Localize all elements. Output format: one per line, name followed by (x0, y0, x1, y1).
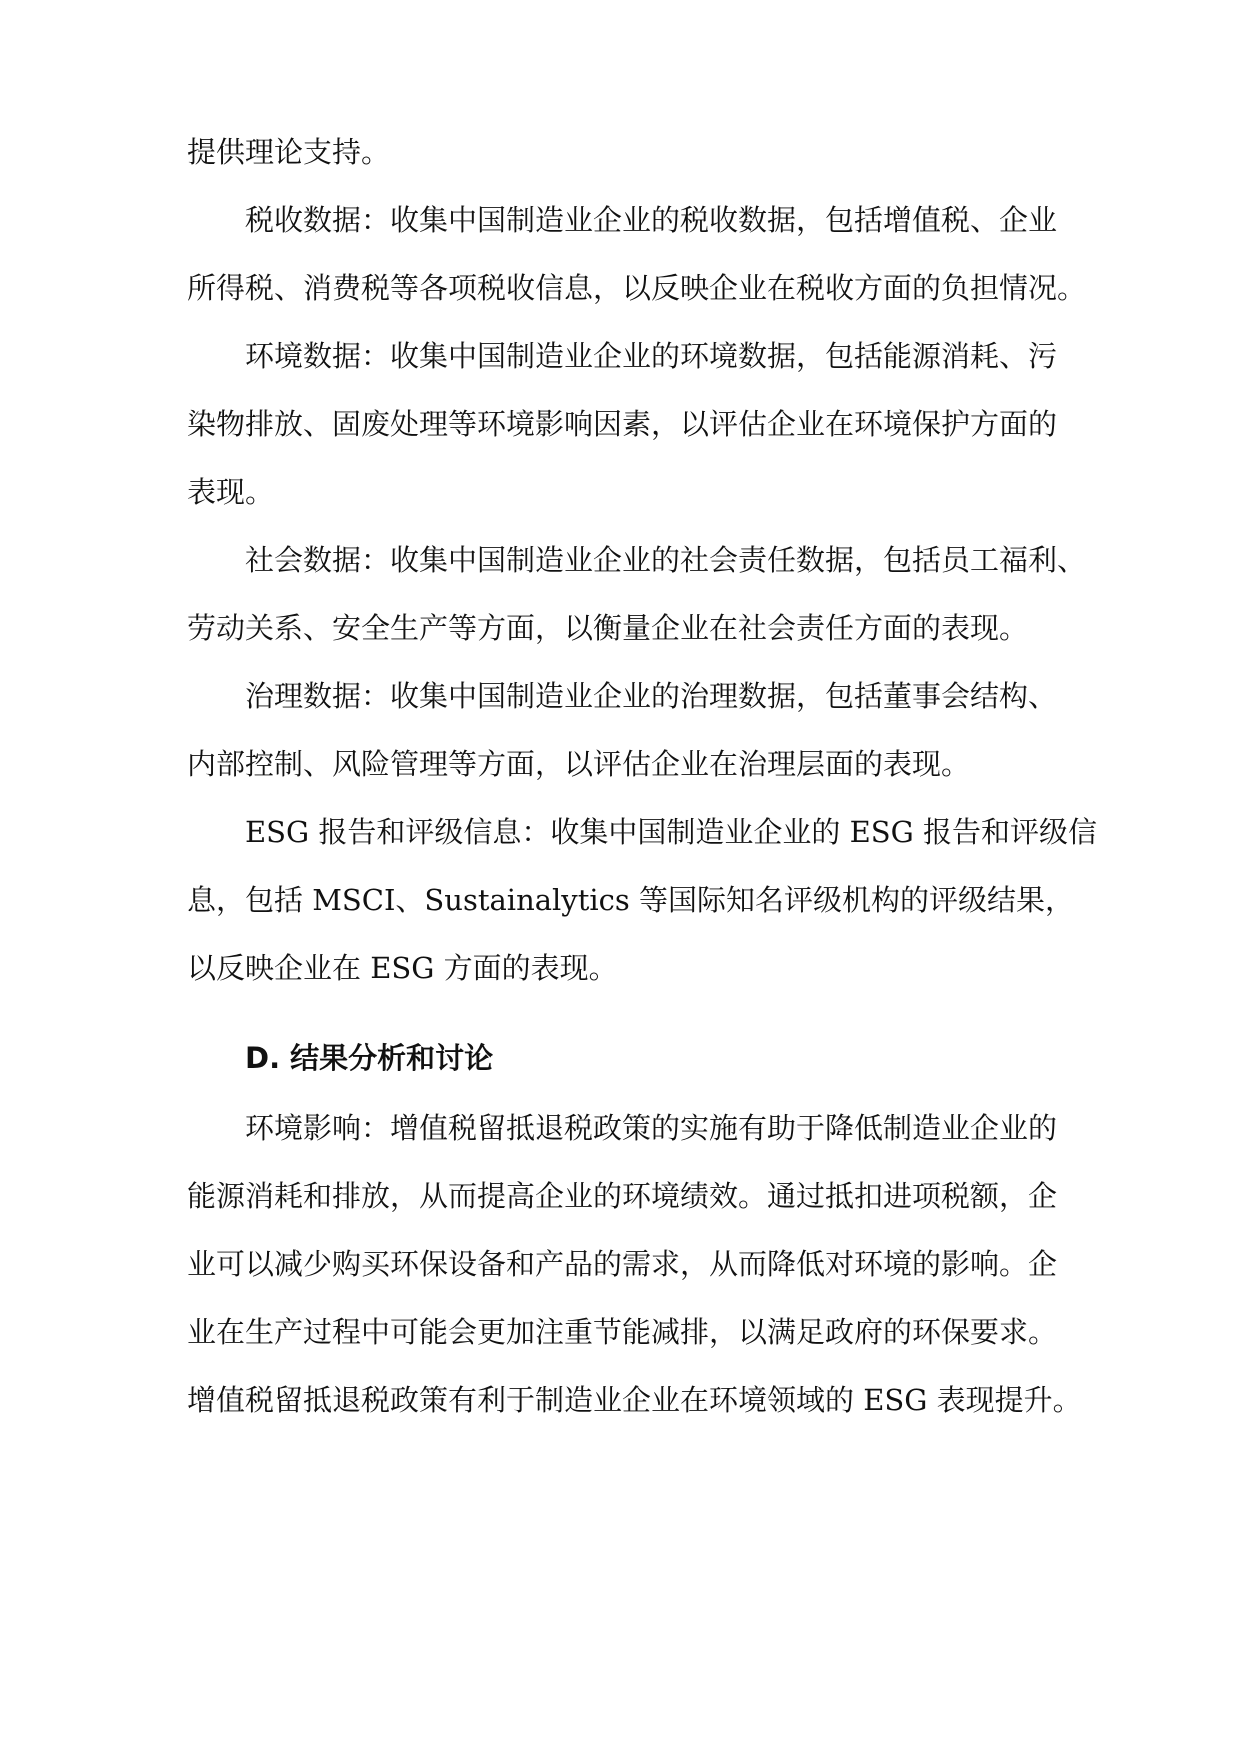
text-line: 息，包括 MSCI、Sustainalytics 等国际知名评级机构的评级结果， (187, 883, 1074, 917)
text-line: 治理数据：收集中国制造业企业的治理数据，包括董事会结构、 (245, 679, 1058, 713)
text-line: 环境影响：增值税留抵退税政策的实施有助于降低制造业企业的 (245, 1111, 1058, 1145)
text-line: 所得税、消费税等各项税收信息，以反映企业在税收方面的负担情况。 (187, 271, 1087, 305)
text-line: 劳动关系、安全生产等方面，以衡量企业在社会责任方面的表现。 (187, 611, 1029, 645)
text-line: 染物排放、固废处理等环境影响因素，以评估企业在环境保护方面的 (187, 407, 1058, 441)
text-line: 内部控制、风险管理等方面，以评估企业在治理层面的表现。 (187, 747, 971, 781)
text-line: 提供理论支持。 (187, 135, 391, 169)
text-line: 表现。 (187, 475, 275, 509)
text-line: 业在生产过程中可能会更加注重节能减排，以满足政府的环保要求。 (187, 1315, 1058, 1349)
text-line: 能源消耗和排放，从而提高企业的环境绩效。通过抵扣进项税额，企 (187, 1179, 1058, 1213)
section-heading: D. 结果分析和讨论 (245, 1041, 494, 1075)
text-line: 环境数据：收集中国制造业企业的环境数据，包括能源消耗、污 (245, 339, 1058, 373)
text-line: 增值税留抵退税政策有利于制造业企业在环境领域的 ESG 表现提升。 (187, 1383, 1082, 1417)
text-line: 业可以减少购买环保设备和产品的需求，从而降低对环境的影响。企 (187, 1247, 1058, 1281)
text-line: 社会数据：收集中国制造业企业的社会责任数据，包括员工福利、 (245, 543, 1087, 577)
text-line: 税收数据：收集中国制造业企业的税收数据，包括增值税、企业 (245, 203, 1058, 237)
text-line: 以反映企业在 ESG 方面的表现。 (187, 951, 618, 985)
text-line: ESG 报告和评级信息：收集中国制造业企业的 ESG 报告和评级信 (245, 815, 1098, 849)
